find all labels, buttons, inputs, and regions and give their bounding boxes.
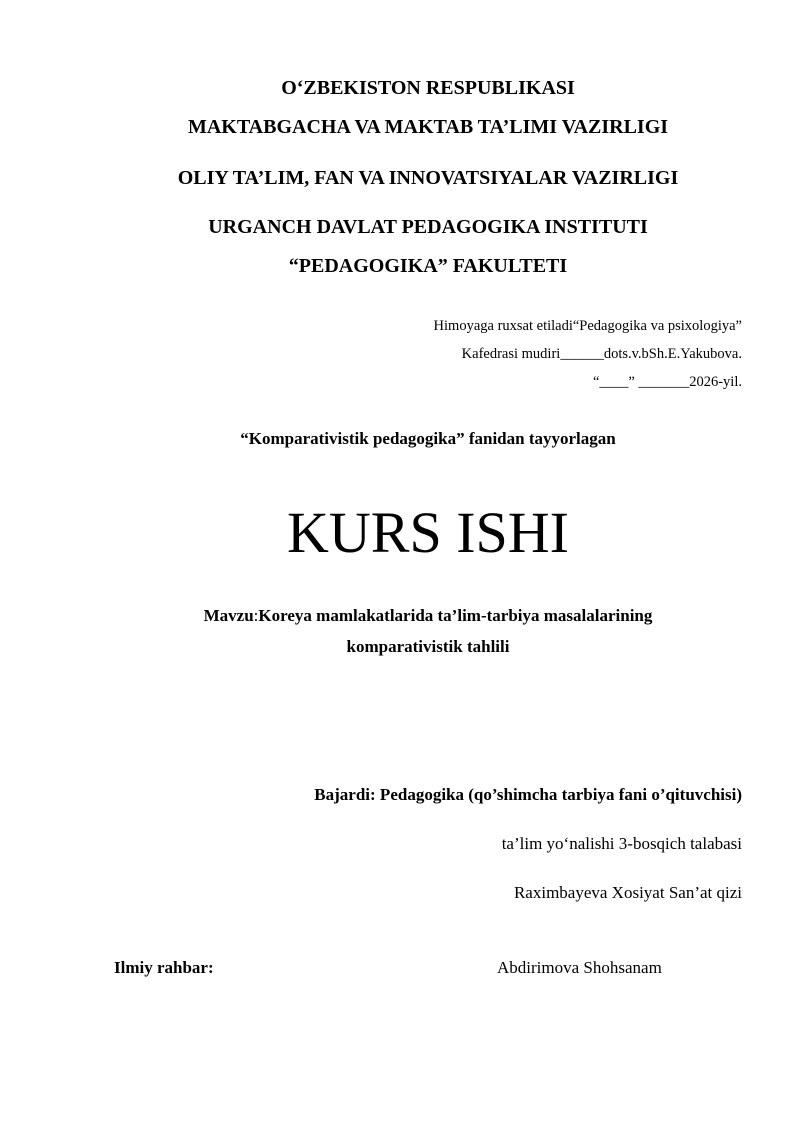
approval-line-1: Himoyaga ruxsat etiladi“Pedagogika va psixologiya” bbox=[433, 318, 742, 334]
performer-line-1: Bajardi: Pedagogika (qo’shimcha tarbiya fani o’qituvchisi) bbox=[314, 785, 742, 804]
approval-date-line: “____” _______2026-yil. bbox=[592, 374, 742, 390]
performer-line-2: ta’lim yo‘nalishi 3-bosqich talabasi bbox=[501, 834, 742, 853]
topic-line-1 bbox=[0, 606, 800, 626]
document-title: KURS ISHI bbox=[287, 500, 569, 565]
ministry-heading-2: OLIY TA’LIM, FAN VA INNOVATSIYALAR VAZIRLIGI bbox=[177, 167, 679, 189]
performer-name: Raximbayeva Xosiyat San’at qizi bbox=[513, 883, 742, 902]
supervisor-name: Abdirimova Shohsanam bbox=[497, 958, 662, 977]
topic-text: Koreya mamlakatlarida ta’lim-tarbiya masalalarining bbox=[258, 606, 653, 625]
approval-line-2: Kafedrasi mudiri______dots.v.bSh.E.Yakubova. bbox=[461, 346, 742, 362]
topic-separator: : bbox=[253, 606, 259, 625]
institute-heading: URGANCH DAVLAT PEDAGOGIKA INSTITUTI bbox=[208, 216, 648, 238]
topic-line-2: komparativistik tahlili bbox=[346, 637, 510, 656]
subject-line: “Komparativistik pedagogika” fanidan tayyorlagan bbox=[240, 429, 616, 448]
ministry-heading: MAKTABGACHA VA MAKTAB TA’LIMI VAZIRLIGI bbox=[187, 116, 669, 138]
topic-label: Mavzu bbox=[203, 606, 254, 625]
country-heading: O‘ZBEKISTON RESPUBLIKASI bbox=[281, 77, 575, 99]
supervisor-label: Ilmiy rahbar: bbox=[114, 958, 214, 977]
faculty-heading: “PEDAGOGIKA” FAKULTETI bbox=[288, 255, 568, 277]
